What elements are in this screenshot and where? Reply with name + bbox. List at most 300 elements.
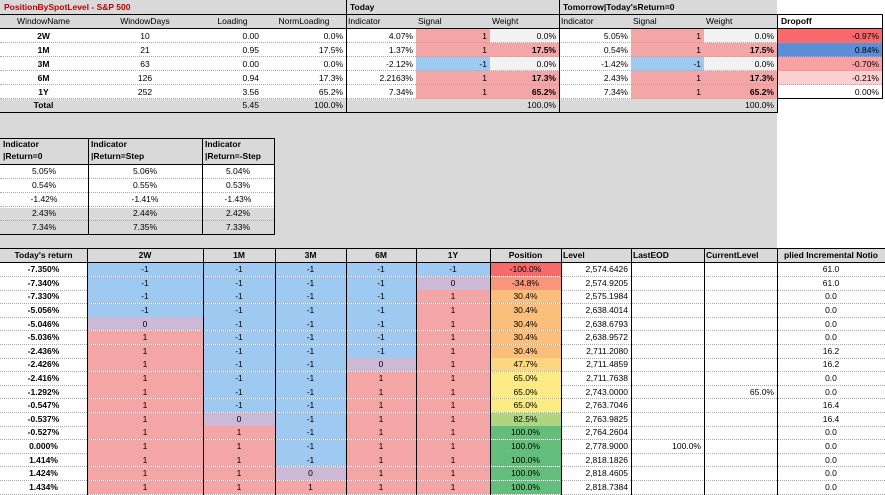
level-value[interactable]: 2,743.0000 xyxy=(585,386,628,397)
incremental-notional-value[interactable]: 16.4 xyxy=(822,413,840,424)
window-signal[interactable]: 1 xyxy=(346,426,416,439)
window-col-header[interactable]: WindowName xyxy=(17,16,70,27)
today-return[interactable]: -5.046% xyxy=(27,318,60,329)
window-signal[interactable]: -1 xyxy=(346,331,416,344)
level-value[interactable]: 2,764.2604 xyxy=(585,427,628,438)
window-signal[interactable]: -1 xyxy=(346,263,416,276)
window-signal[interactable]: -1 xyxy=(275,399,346,412)
incremental-notional-value[interactable]: 16.4 xyxy=(822,400,840,411)
tomorrow-indicator[interactable]: 7.34% xyxy=(603,86,628,97)
tomorrow-col-header[interactable]: Weight xyxy=(706,16,733,27)
last-eod-value[interactable] xyxy=(631,290,704,303)
window-name[interactable]: 1M xyxy=(37,44,50,55)
window-signal[interactable]: 1 xyxy=(416,331,490,344)
window-signal[interactable]: -1 xyxy=(275,372,346,385)
window-signal[interactable]: 1 xyxy=(416,481,490,494)
tomorrow-weight[interactable]: 65.2% xyxy=(704,85,777,99)
grid-border xyxy=(203,249,204,495)
level-value[interactable]: 2,574.9205 xyxy=(585,277,628,288)
position-value[interactable]: 30.4% xyxy=(490,290,561,303)
window-signal[interactable]: -1 xyxy=(87,290,203,303)
incremental-notional-value[interactable]: 0.0 xyxy=(825,332,837,343)
last-eod-value[interactable] xyxy=(631,372,704,385)
window-signal[interactable]: 0 xyxy=(87,317,203,330)
bottom-col-header[interactable]: Level xyxy=(563,250,585,261)
row-dots xyxy=(0,494,885,495)
today-total-weight[interactable]: 100.0% xyxy=(527,100,556,111)
window-signal[interactable]: -1 xyxy=(416,263,490,276)
tomorrow-col-header[interactable]: Indicator xyxy=(561,16,594,27)
last-eod-value[interactable] xyxy=(631,263,704,276)
today-header[interactable]: Today xyxy=(350,2,375,13)
indicator-value[interactable]: 5.05% xyxy=(31,166,57,177)
window-signal[interactable]: -1 xyxy=(275,304,346,317)
indicator-value[interactable]: 5.04% xyxy=(225,166,251,177)
position-value[interactable]: 30.4% xyxy=(490,304,561,317)
incremental-notional-value[interactable]: 0.0 xyxy=(825,468,837,479)
window-signal[interactable]: 1 xyxy=(416,426,490,439)
window-signal[interactable]: -1 xyxy=(203,263,275,276)
today-indicator[interactable]: 2.2163% xyxy=(379,72,413,83)
window-signal[interactable]: -1 xyxy=(203,372,275,385)
tomorrow-col-header[interactable]: Signal xyxy=(633,16,657,27)
window-signal[interactable]: 1 xyxy=(87,440,203,453)
last-eod-value[interactable] xyxy=(631,399,704,412)
bottom-col-header[interactable]: 3M xyxy=(304,250,317,261)
window-signal[interactable]: 1 xyxy=(416,345,490,358)
last-eod-value[interactable] xyxy=(631,426,704,439)
today-return[interactable]: 1.414% xyxy=(29,454,58,465)
position-value[interactable]: -100.0% xyxy=(490,263,561,276)
window-signal[interactable]: 1 xyxy=(87,453,203,466)
last-eod-value[interactable] xyxy=(631,277,704,290)
tomorrow-indicator[interactable]: 2.43% xyxy=(603,72,628,83)
position-value[interactable]: 100.0% xyxy=(490,453,561,466)
window-signal[interactable]: 1 xyxy=(87,385,203,398)
window-signal[interactable]: -1 xyxy=(346,345,416,358)
window-col-header[interactable]: Loading xyxy=(217,16,248,27)
window-col-header[interactable]: NormLoading xyxy=(278,16,330,27)
tomorrow-total-weight[interactable]: 100.0% xyxy=(745,100,774,111)
window-days[interactable]: 21 xyxy=(140,44,150,55)
window-signal[interactable]: -1 xyxy=(346,290,416,303)
position-value[interactable]: 30.4% xyxy=(490,345,561,358)
norm-loading-value[interactable]: 17.5% xyxy=(318,44,343,55)
level-value[interactable]: 2,638.4014 xyxy=(585,305,628,316)
position-value[interactable]: 100.0% xyxy=(490,426,561,439)
position-value[interactable]: 30.4% xyxy=(490,317,561,330)
window-signal[interactable]: -1 xyxy=(203,331,275,344)
window-signal[interactable]: -1 xyxy=(87,277,203,290)
indicator-value[interactable]: -1.41% xyxy=(131,194,159,205)
level-value[interactable]: 2,711.7638 xyxy=(586,373,628,384)
dropoff-value[interactable]: -0.21% xyxy=(777,71,882,85)
loading-value[interactable]: 0.94 xyxy=(242,72,259,83)
indicator-value[interactable]: 7.35% xyxy=(132,222,158,233)
current-level-value[interactable]: 65.0% xyxy=(749,386,774,397)
current-level-value[interactable] xyxy=(704,277,777,290)
today-return[interactable]: -0.537% xyxy=(27,413,60,424)
window-signal[interactable]: 1 xyxy=(416,304,490,317)
total-label[interactable]: Total xyxy=(33,100,54,111)
tomorrow-weight[interactable]: 17.5% xyxy=(704,43,777,57)
today-indicator[interactable]: 7.34% xyxy=(388,86,413,97)
today-return[interactable]: -0.527% xyxy=(27,427,60,438)
last-eod-value[interactable] xyxy=(631,453,704,466)
today-weight[interactable]: 17.3% xyxy=(490,71,559,85)
level-value[interactable]: 2,575.1984 xyxy=(585,291,628,302)
today-indicator[interactable]: 4.07% xyxy=(388,30,413,41)
window-signal[interactable]: 1 xyxy=(346,453,416,466)
indicator-value[interactable]: 5.06% xyxy=(132,166,158,177)
loading-value[interactable]: 0.95 xyxy=(242,44,259,55)
window-signal[interactable]: 1 xyxy=(346,467,416,480)
level-value[interactable]: 2,711.2080 xyxy=(586,345,628,356)
tomorrow-indicator[interactable]: 0.54% xyxy=(603,44,628,55)
current-level-value[interactable] xyxy=(704,440,777,453)
tomorrow-signal[interactable]: 1 xyxy=(631,85,704,99)
grid-border xyxy=(275,249,276,495)
incremental-notional-value[interactable]: 0.0 xyxy=(825,427,837,438)
window-signal[interactable]: -1 xyxy=(275,440,346,453)
bottom-col-header[interactable]: LastEOD xyxy=(633,250,669,261)
window-signal[interactable]: -1 xyxy=(203,385,275,398)
window-signal[interactable]: 0 xyxy=(275,467,346,480)
current-level-value[interactable] xyxy=(704,290,777,303)
window-name[interactable]: 2W xyxy=(37,30,50,41)
window-signal[interactable]: -1 xyxy=(203,399,275,412)
incremental-notional-value[interactable]: 0.0 xyxy=(825,318,837,329)
dropoff-value[interactable]: 0.00% xyxy=(777,85,882,99)
window-name[interactable]: 1Y xyxy=(38,86,49,97)
today-return[interactable]: 0.000% xyxy=(29,441,58,452)
incremental-notional-value[interactable]: 61.0 xyxy=(822,277,840,288)
level-value[interactable]: 2,818.4605 xyxy=(585,468,628,479)
today-return[interactable]: 1.434% xyxy=(29,481,58,492)
position-value[interactable]: 30.4% xyxy=(490,331,561,344)
window-signal[interactable]: -1 xyxy=(275,358,346,371)
current-level-value[interactable] xyxy=(704,413,777,426)
incremental-notional-value[interactable]: 16.2 xyxy=(822,345,840,356)
window-signal[interactable]: 1 xyxy=(87,331,203,344)
indicator-header[interactable]: Indicator xyxy=(91,139,127,150)
tomorrow-header[interactable]: Tomorrow|Today'sReturn=0 xyxy=(563,2,675,13)
bottom-col-header[interactable]: 6M xyxy=(375,250,387,261)
tomorrow-signal[interactable]: -1 xyxy=(631,57,704,71)
dropoff-value[interactable]: -0.97% xyxy=(777,29,882,43)
current-level-value[interactable] xyxy=(704,331,777,344)
window-signal[interactable]: -1 xyxy=(275,453,346,466)
norm-loading-value[interactable]: 0.0% xyxy=(323,30,343,41)
window-col-header[interactable]: WindowDays xyxy=(120,16,170,27)
position-value[interactable]: -34.8% xyxy=(490,277,561,290)
incremental-notional-value[interactable]: 0.0 xyxy=(825,373,837,384)
incremental-notional-value[interactable]: 0.0 xyxy=(825,441,837,452)
today-signal[interactable]: 1 xyxy=(416,43,490,57)
indicator-header-sub[interactable]: |Return=Step xyxy=(91,151,145,162)
current-level-value[interactable] xyxy=(704,399,777,412)
level-value[interactable]: 2,638.9572 xyxy=(585,332,628,343)
today-return[interactable]: -2.436% xyxy=(27,345,60,356)
window-signal[interactable]: 1 xyxy=(416,317,490,330)
window-signal[interactable]: -1 xyxy=(275,385,346,398)
position-value[interactable]: 65.0% xyxy=(490,372,561,385)
total-norm[interactable]: 100.0% xyxy=(314,100,343,111)
position-value[interactable]: 82.5% xyxy=(490,413,561,426)
today-return[interactable]: -7.330% xyxy=(27,291,60,302)
last-eod-value[interactable] xyxy=(631,385,704,398)
norm-loading-value[interactable]: 65.2% xyxy=(318,86,343,97)
window-signal[interactable]: 0 xyxy=(346,358,416,371)
window-signal[interactable]: -1 xyxy=(346,277,416,290)
loading-value[interactable]: 0.00 xyxy=(242,58,259,69)
current-level-value[interactable] xyxy=(704,481,777,494)
current-level-value[interactable] xyxy=(704,304,777,317)
today-col-header[interactable]: Signal xyxy=(418,16,442,27)
window-signal[interactable]: 1 xyxy=(275,481,346,494)
indicator-header[interactable]: Indicator xyxy=(205,139,241,150)
window-signal[interactable]: 1 xyxy=(203,440,275,453)
window-signal[interactable]: -1 xyxy=(275,331,346,344)
window-signal[interactable]: 1 xyxy=(346,481,416,494)
window-signal[interactable]: 1 xyxy=(87,467,203,480)
window-signal[interactable]: 1 xyxy=(416,440,490,453)
today-indicator[interactable]: 1.37% xyxy=(388,44,413,55)
window-name[interactable]: 3M xyxy=(37,58,50,69)
tomorrow-signal[interactable]: 1 xyxy=(631,29,704,43)
window-signal[interactable]: -1 xyxy=(275,426,346,439)
position-value[interactable]: 47.7% xyxy=(490,358,561,371)
window-signal[interactable]: -1 xyxy=(275,277,346,290)
today-return[interactable]: -5.056% xyxy=(27,305,60,316)
window-signal[interactable]: -1 xyxy=(275,413,346,426)
level-value[interactable]: 2,574.6426 xyxy=(585,264,628,275)
bottom-col-header[interactable]: 1M xyxy=(233,250,245,261)
bottom-col-header[interactable]: plied Incremental Notio xyxy=(784,250,878,261)
window-days[interactable]: 126 xyxy=(137,72,153,83)
indicator-header[interactable]: Indicator xyxy=(3,139,39,150)
bottom-col-header[interactable]: Position xyxy=(508,250,543,261)
level-value[interactable]: 2,778.9000 xyxy=(585,441,628,452)
position-value[interactable]: 65.0% xyxy=(490,399,561,412)
window-signal[interactable]: 1 xyxy=(416,453,490,466)
indicator-value[interactable]: 0.54% xyxy=(31,180,57,191)
level-value[interactable]: 2,818.1826 xyxy=(585,454,628,465)
window-days[interactable]: 10 xyxy=(140,30,150,41)
window-name[interactable]: 6M xyxy=(37,72,50,83)
tomorrow-indicator[interactable]: 5.05% xyxy=(603,30,628,41)
indicator-value[interactable]: 7.34% xyxy=(31,222,57,233)
today-return[interactable]: 1.424% xyxy=(29,468,58,479)
position-value[interactable]: 100.0% xyxy=(490,440,561,453)
level-value[interactable]: 2,763.7046 xyxy=(585,400,628,411)
incremental-notional-value[interactable]: 16.2 xyxy=(822,359,840,370)
current-level-value[interactable] xyxy=(704,317,777,330)
window-signal[interactable]: 1 xyxy=(416,399,490,412)
sheet-title[interactable]: PositionBySpotLevel - S&P 500 xyxy=(4,2,131,13)
window-signal[interactable]: -1 xyxy=(275,317,346,330)
today-return[interactable]: -0.547% xyxy=(27,400,60,411)
position-value[interactable]: 100.0% xyxy=(490,481,561,494)
window-signal[interactable]: 1 xyxy=(416,372,490,385)
window-signal[interactable]: 1 xyxy=(346,413,416,426)
dropoff-value[interactable]: -0.70% xyxy=(777,57,882,71)
window-signal[interactable]: -1 xyxy=(346,317,416,330)
tomorrow-indicator[interactable]: -1.42% xyxy=(601,58,628,69)
today-signal[interactable]: 1 xyxy=(416,85,490,99)
bottom-col-header[interactable]: Today's return xyxy=(14,250,73,261)
incremental-notional-value[interactable]: 0.0 xyxy=(825,305,837,316)
indicator-header-sub[interactable]: |Return=0 xyxy=(3,151,43,162)
last-eod-value[interactable] xyxy=(631,317,704,330)
today-weight[interactable]: 0.0% xyxy=(490,29,559,43)
window-signal[interactable]: 1 xyxy=(87,345,203,358)
total-loading[interactable]: 5.45 xyxy=(242,100,259,111)
window-signal[interactable]: 1 xyxy=(87,358,203,371)
today-return[interactable]: -7.340% xyxy=(27,277,60,288)
grid-border xyxy=(0,164,274,165)
window-signal[interactable]: 1 xyxy=(203,453,275,466)
window-signal[interactable]: -1 xyxy=(203,277,275,290)
norm-loading-value[interactable]: 0.0% xyxy=(323,58,343,69)
tomorrow-weight[interactable]: 17.3% xyxy=(704,71,777,85)
last-eod-value[interactable]: 100.0% xyxy=(672,441,701,452)
indicator-value[interactable]: 0.53% xyxy=(225,180,251,191)
level-value[interactable]: 2,818.7384 xyxy=(585,481,628,492)
last-eod-value[interactable] xyxy=(631,358,704,371)
tomorrow-weight[interactable]: 0.0% xyxy=(704,29,777,43)
last-eod-value[interactable] xyxy=(631,413,704,426)
incremental-notional-value[interactable]: 0.0 xyxy=(825,454,837,465)
level-value[interactable]: 2,763.9825 xyxy=(585,413,628,424)
window-signal[interactable]: 1 xyxy=(87,413,203,426)
grid-border xyxy=(346,0,347,113)
today-weight[interactable]: 65.2% xyxy=(490,85,559,99)
dropoff-header[interactable]: Dropoff xyxy=(781,16,812,27)
today-col-header[interactable]: Indicator xyxy=(348,16,381,27)
last-eod-value[interactable] xyxy=(631,467,704,480)
window-days[interactable]: 63 xyxy=(140,58,150,69)
today-signal[interactable]: -1 xyxy=(416,57,490,71)
current-level-value[interactable] xyxy=(704,426,777,439)
window-signal[interactable]: -1 xyxy=(203,304,275,317)
position-value[interactable]: 65.0% xyxy=(490,385,561,398)
current-level-value[interactable] xyxy=(704,453,777,466)
bottom-col-header[interactable]: CurrentLevel xyxy=(706,250,759,261)
window-signal[interactable]: 1 xyxy=(346,385,416,398)
window-signal[interactable]: 1 xyxy=(87,481,203,494)
today-col-header[interactable]: Weight xyxy=(492,16,519,27)
window-signal[interactable]: 1 xyxy=(87,426,203,439)
today-return[interactable]: -2.416% xyxy=(27,373,60,384)
window-signal[interactable]: -1 xyxy=(346,304,416,317)
indicator-value[interactable]: 2.44% xyxy=(132,208,158,219)
incremental-notional-value[interactable]: 0.0 xyxy=(825,386,837,397)
tomorrow-weight[interactable]: 0.0% xyxy=(704,57,777,71)
today-signal[interactable]: 1 xyxy=(416,29,490,43)
loading-value[interactable]: 0.00 xyxy=(242,30,259,41)
grid-border xyxy=(561,249,562,495)
indicator-value[interactable]: 0.55% xyxy=(132,180,158,191)
norm-loading-value[interactable]: 17.3% xyxy=(318,72,343,83)
window-signal[interactable]: -1 xyxy=(203,317,275,330)
today-weight[interactable]: 0.0% xyxy=(490,57,559,71)
indicator-value[interactable]: 7.33% xyxy=(225,222,251,233)
window-signal[interactable]: 1 xyxy=(203,467,275,480)
level-value[interactable]: 2,711.4859 xyxy=(586,359,628,370)
indicator-header-sub[interactable]: |Return=-Step xyxy=(205,151,261,162)
last-eod-value[interactable] xyxy=(631,304,704,317)
incremental-notional-value[interactable]: 0.0 xyxy=(825,291,837,302)
window-signal[interactable]: -1 xyxy=(87,304,203,317)
window-signal[interactable]: 1 xyxy=(203,426,275,439)
window-signal[interactable]: 1 xyxy=(346,399,416,412)
current-level-value[interactable] xyxy=(704,358,777,371)
last-eod-value[interactable] xyxy=(631,481,704,494)
current-level-value[interactable] xyxy=(704,345,777,358)
indicator-value[interactable]: -1.42% xyxy=(30,194,58,205)
incremental-notional-value[interactable]: 61.0 xyxy=(822,264,840,275)
window-signal[interactable]: 0 xyxy=(203,413,275,426)
today-return[interactable]: -7.350% xyxy=(27,264,60,275)
window-signal[interactable]: 1 xyxy=(416,358,490,371)
window-signal[interactable]: 1 xyxy=(346,372,416,385)
grid-border xyxy=(704,249,705,495)
today-indicator[interactable]: -2.12% xyxy=(386,58,413,69)
window-signal[interactable]: -1 xyxy=(203,290,275,303)
today-return[interactable]: -1.292% xyxy=(27,386,60,397)
indicator-value[interactable]: 2.43% xyxy=(31,208,57,219)
window-signal[interactable]: 0 xyxy=(416,277,490,290)
current-level-value[interactable] xyxy=(704,372,777,385)
bottom-col-header[interactable]: 1Y xyxy=(447,250,459,261)
window-signal[interactable]: 1 xyxy=(87,399,203,412)
current-level-value[interactable] xyxy=(704,263,777,276)
today-return[interactable]: -2.426% xyxy=(27,359,60,370)
today-signal[interactable]: 1 xyxy=(416,71,490,85)
bottom-col-header[interactable]: 2W xyxy=(138,250,152,261)
window-signal[interactable]: -1 xyxy=(275,345,346,358)
window-signal[interactable]: 1 xyxy=(416,413,490,426)
indicator-value[interactable]: 2.42% xyxy=(225,208,251,219)
level-value[interactable]: 2,638.6793 xyxy=(585,318,628,329)
today-weight[interactable]: 17.5% xyxy=(490,43,559,57)
window-signal[interactable]: -1 xyxy=(203,358,275,371)
last-eod-value[interactable] xyxy=(631,331,704,344)
window-signal[interactable]: 1 xyxy=(203,481,275,494)
indicator-value[interactable]: -1.43% xyxy=(224,194,252,205)
window-days[interactable]: 252 xyxy=(137,86,153,97)
position-value[interactable]: 100.0% xyxy=(490,467,561,480)
current-level-value[interactable] xyxy=(704,467,777,480)
window-signal[interactable]: 1 xyxy=(87,372,203,385)
dropoff-value[interactable]: 0.84% xyxy=(777,43,882,57)
tomorrow-signal[interactable]: 1 xyxy=(631,71,704,85)
incremental-notional-value[interactable]: 0.0 xyxy=(825,481,837,492)
window-signal[interactable]: -1 xyxy=(275,263,346,276)
last-eod-value[interactable] xyxy=(631,345,704,358)
tomorrow-signal[interactable]: 1 xyxy=(631,43,704,57)
window-signal[interactable]: 1 xyxy=(346,440,416,453)
window-signal[interactable]: -1 xyxy=(275,290,346,303)
window-signal[interactable]: 1 xyxy=(416,467,490,480)
window-signal[interactable]: 1 xyxy=(416,290,490,303)
window-signal[interactable]: -1 xyxy=(203,345,275,358)
loading-value[interactable]: 3.56 xyxy=(242,86,259,97)
window-signal[interactable]: -1 xyxy=(87,263,203,276)
today-return[interactable]: -5.036% xyxy=(27,332,60,343)
window-signal[interactable]: 1 xyxy=(416,385,490,398)
